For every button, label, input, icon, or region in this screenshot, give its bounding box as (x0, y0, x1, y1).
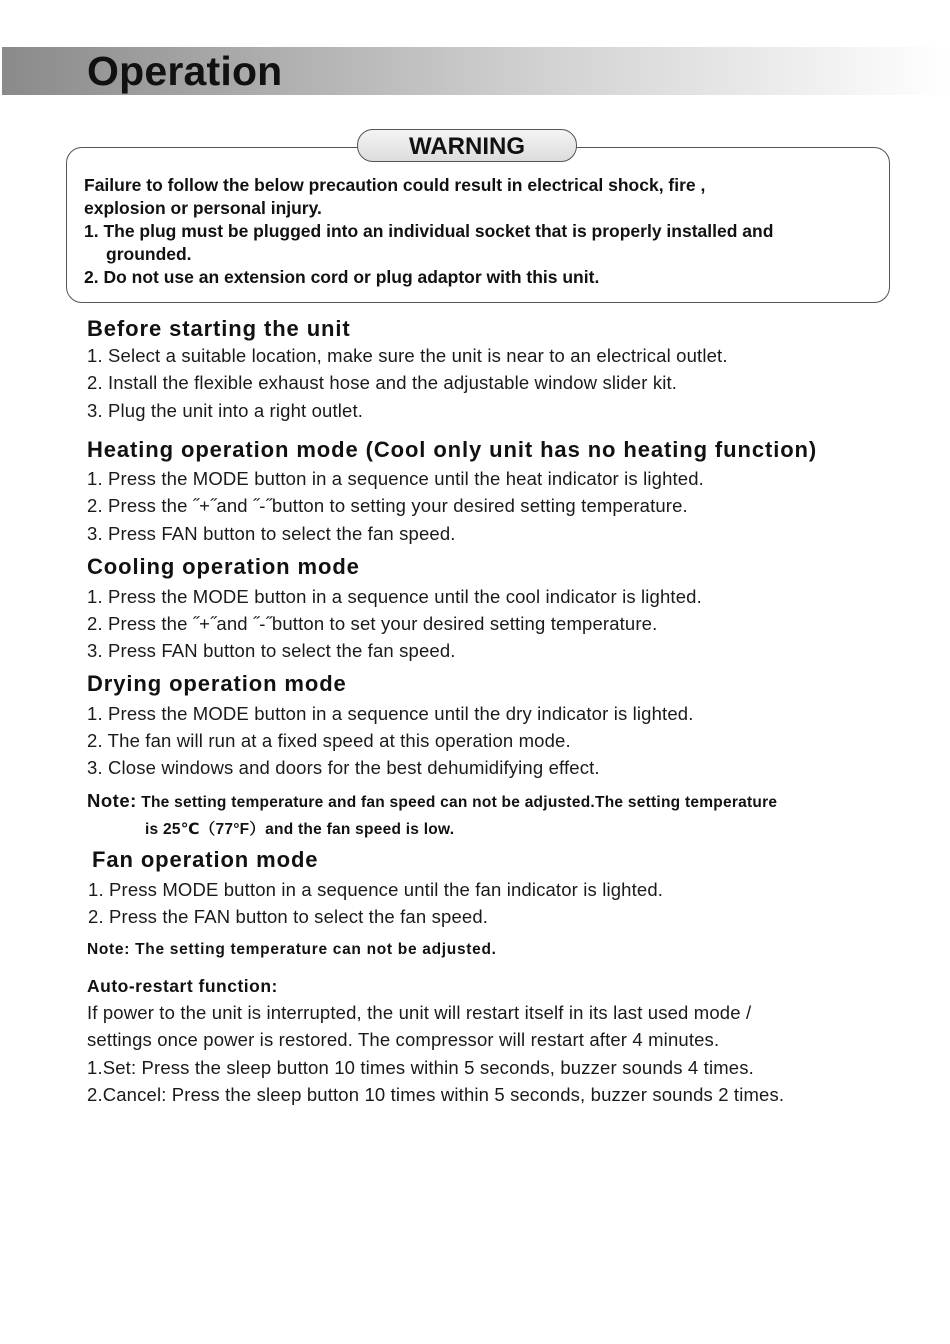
list-item: 1. Press the MODE button in a sequence until the dry indicator is lighted. (87, 703, 694, 724)
section-title-before-starting: Before starting the unit (87, 316, 351, 341)
list-item: 1. Select a suitable location, make sure the unit is near to an electrical outlet. (87, 345, 728, 366)
auto-restart-line: 1.Set: Press the sleep button 10 times within 5 seconds, buzzer sounds 4 times. (87, 1057, 754, 1078)
list-item: 2. Press the FAN button to select the fan speed. (88, 906, 489, 927)
auto-restart-line: 2.Cancel: Press the sleep button 10 times within 5 seconds, buzzer sounds 2 times. (87, 1084, 785, 1105)
warning-line: explosion or personal injury. (84, 198, 322, 218)
list-item: 3. Close windows and doors for the best dehumidifying effect. (87, 757, 600, 778)
list-item: 3. Press FAN button to select the fan speed. (87, 640, 456, 661)
list-item: 3. Plug the unit into a right outlet. (87, 400, 364, 421)
list-item: 2. Install the flexible exhaust hose and the adjustable window slider kit. (87, 372, 678, 393)
warning-line: Failure to follow the below precaution could result in electrical shock, fire , (84, 175, 706, 195)
list-item: 3. Press FAN button to select the fan speed. (87, 523, 456, 544)
auto-restart-line: settings once power is restored. The compressor will restart after 4 minutes. (87, 1029, 720, 1050)
section-title-cooling: Cooling operation mode (87, 554, 360, 579)
section-title-heating: Heating operation mode (Cool only unit has no heating function) (87, 437, 818, 462)
list-item: 2. The fan will run at a fixed speed at this operation mode. (87, 730, 571, 751)
section-title-drying: Drying operation mode (87, 671, 347, 696)
page-title: Operation (87, 48, 283, 94)
list-item: 2. Press the ˝+˝and ˝-˝button to set your desired setting temperature. (87, 613, 658, 634)
section-title-fan: Fan operation mode (92, 847, 319, 872)
warning-label: WARNING (357, 129, 577, 162)
warning-line: grounded. (106, 244, 192, 264)
list-item: 1. Press MODE button in a sequence until the fan indicator is lighted. (88, 879, 664, 900)
drying-note (87, 789, 777, 815)
list-item: 2. Press the ˝+˝and ˝-˝button to setting your desired setting temperature. (87, 495, 688, 516)
warning-line: 2. Do not use an extension cord or plug adaptor with this unit. (84, 267, 600, 287)
list-item: 1. Press the MODE button in a sequence until the heat indicator is lighted. (87, 468, 704, 489)
warning-text (84, 174, 894, 289)
fan-note: Note: The setting temperature can not be adjusted. (87, 941, 497, 958)
warning-line: 1. The plug must be plugged into an individual socket that is properly installed and (84, 221, 774, 241)
list-item: 1. Press the MODE button in a sequence until the cool indicator is lighted. (87, 586, 702, 607)
note-label: Note: (87, 790, 137, 811)
auto-restart-title: Auto-restart function: (87, 976, 278, 996)
note-text: is 25℃（77°F）and the fan speed is low. (145, 821, 455, 838)
auto-restart-line: If power to the unit is interrupted, the unit will restart itself in its last used mode / (87, 1002, 752, 1023)
note-text: The setting temperature and fan speed can not be adjusted.The setting temperature (141, 794, 778, 811)
